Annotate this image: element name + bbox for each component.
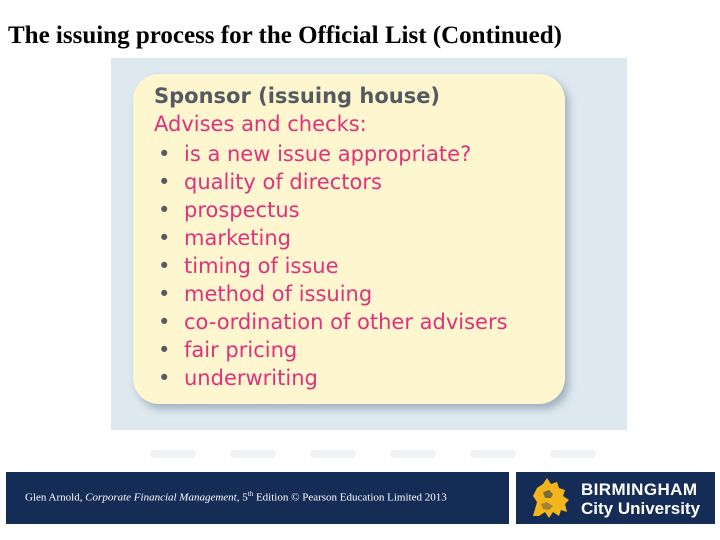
footer-copyright: Edition © Pearson Education Limited 2013	[253, 491, 447, 504]
bullet-icon: •	[158, 170, 171, 194]
footer-credit	[25, 490, 447, 504]
list-item	[156, 336, 508, 364]
bullet-icon: •	[158, 366, 171, 390]
list-item	[156, 224, 508, 252]
card-heading: Sponsor (issuing house)	[154, 84, 441, 108]
list-item-label: underwriting	[184, 366, 318, 390]
list-item-label: fair pricing	[184, 338, 298, 362]
footer-author: Glen Arnold,	[25, 491, 86, 504]
logo-wordmark-line2: City University	[581, 499, 701, 518]
footer-book-title: Corporate Financial Management	[85, 491, 237, 504]
logo-wordmark-line1: BIRMINGHAM	[581, 480, 698, 499]
bullet-icon: •	[158, 198, 171, 222]
list-item-label: co-ordination of other advisers	[184, 310, 508, 334]
list-item-label: quality of directors	[184, 170, 382, 194]
list-item-label: is a new issue appropriate?	[184, 142, 472, 166]
list-item-label: method of issuing	[184, 282, 373, 306]
list-item-label: timing of issue	[184, 254, 339, 278]
list-item-label: marketing	[184, 226, 291, 250]
slide-title: The issuing process for the Official List (Continued)	[8, 22, 562, 49]
decorative-band	[140, 444, 620, 466]
list-item	[156, 252, 508, 280]
card-subheading: Advises and checks:	[154, 112, 367, 136]
list-item	[156, 364, 508, 392]
bullet-list	[156, 140, 508, 392]
list-item	[156, 140, 508, 168]
bullet-icon: •	[158, 142, 171, 166]
bullet-icon: •	[158, 310, 171, 334]
list-item	[156, 168, 508, 196]
footer-edition-sup: th	[247, 490, 254, 498]
list-item	[156, 196, 508, 224]
bullet-icon: •	[158, 254, 171, 278]
footer-edition: , 5	[236, 491, 248, 504]
list-item	[156, 308, 508, 336]
bullet-icon: •	[158, 282, 171, 306]
list-item-label: prospectus	[184, 198, 300, 222]
list-item	[156, 280, 508, 308]
lion-crest-icon	[523, 476, 575, 520]
bullet-icon: •	[158, 338, 171, 362]
bullet-icon: •	[158, 226, 171, 250]
